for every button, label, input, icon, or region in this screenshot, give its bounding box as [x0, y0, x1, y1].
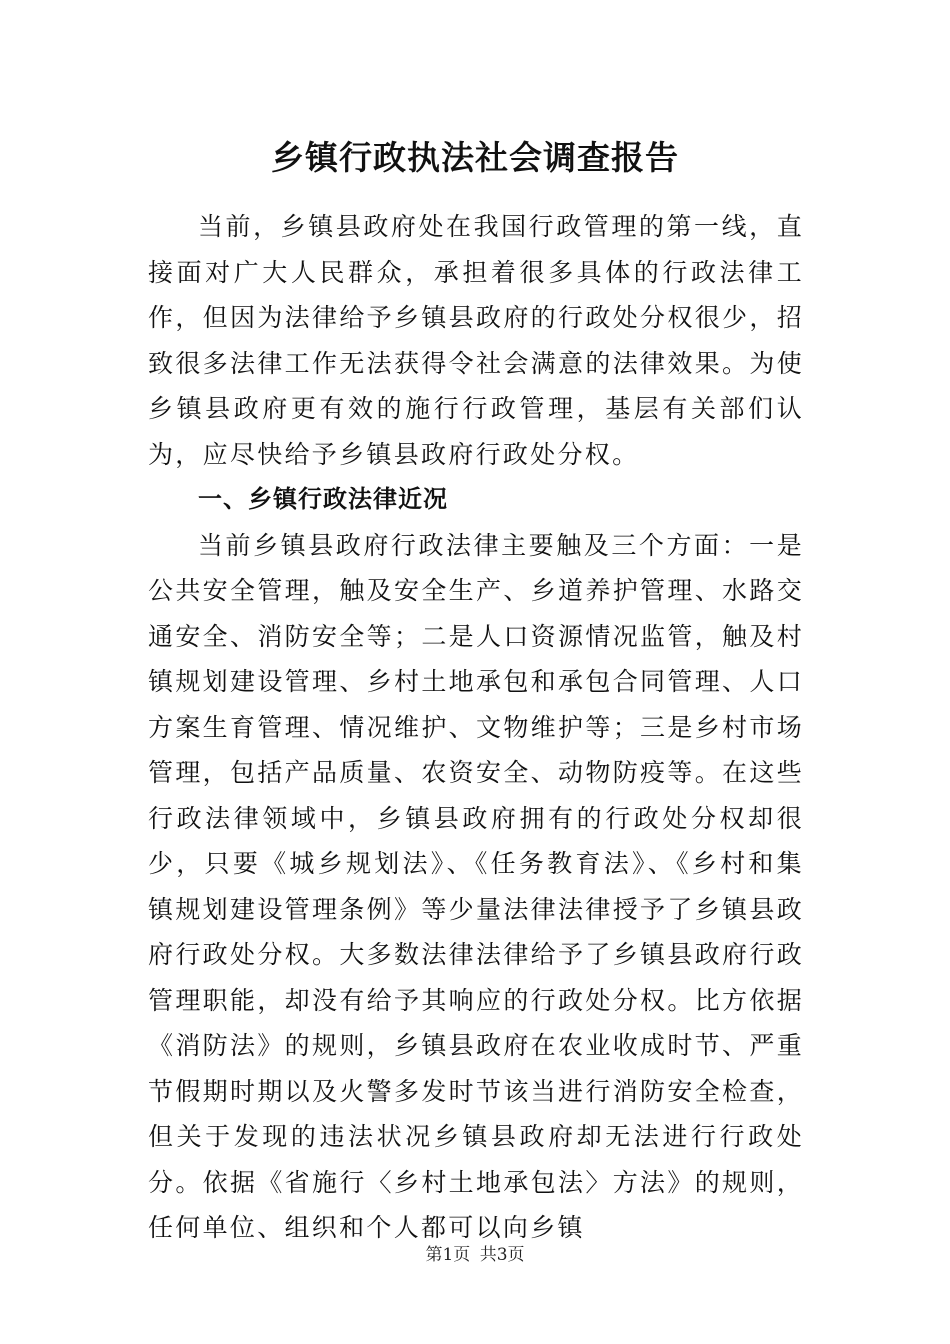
document-body — [148, 204, 804, 1251]
page-number-footer: 第1页 共3页 — [425, 1245, 525, 1265]
document-title: 乡镇行政执法社会调查报告 — [271, 138, 679, 177]
section-heading: 一、乡镇行政法律近况 — [198, 485, 448, 513]
section-paragraph: 当前乡镇县政府行政法律主要触及三个方面：一是公共安全管理，触及安全生产、乡道养护管理、水路交通安全、消防安全等；二是人口资源情况监管，触及村镇规划建设管理、乡村土地承包和承包合同管理、人口方案生育管理、情况维护、文物维护等；三是乡村市场管理，包括产品质量、农资安全、动物防疫等。在这些行政法律领域中，乡镇县政府拥有的行政处分权却很少，只要《城乡规划法》、《任务教育法》、《乡村和集镇规划建设管理条例》等少量法律法律授予了乡镇县政府行政处分权。大多数法律法律给予了乡镇县政府行政管理职能，却没有给予其响应的行政处分权。比方依据《消防法》的规则，乡镇县政府在农业收成时节、严重节假期时期以及火警多发时节该当进行消防安全检查，但关于发现的违法状况乡镇县政府却无法进行行政处分。依据《省施行〈乡村土地承包法〉方法》的规则，任何单位、组织和个人都可以向乡镇 — [148, 530, 804, 1242]
intro-paragraph: 当前，乡镇县政府处在我国行政管理的第一线，直接面对广大人民群众，承担着很多具体的行政法律工作，但因为法律给予乡镇县政府的行政处分权很少，招致很多法律工作无法获得令社会满意的法律效果。为使乡镇县政府更有效的施行行政管理，基层有关部们认为，应尽快给予乡镇县政府行政处分权。 — [148, 212, 804, 469]
